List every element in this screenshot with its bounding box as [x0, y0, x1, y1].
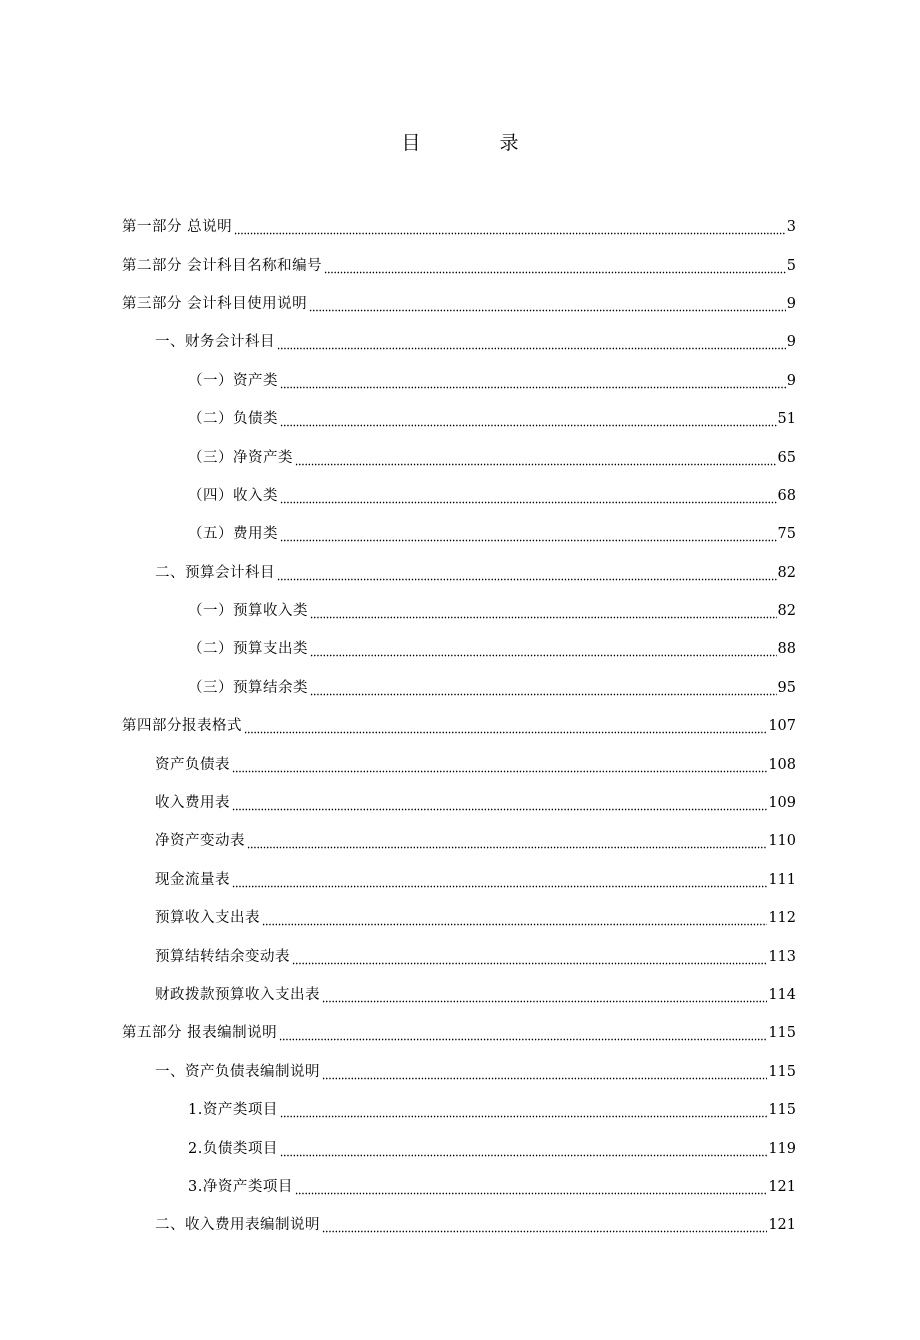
toc-entry[interactable] [155, 784, 796, 822]
toc-entry-label: 预算结转结余变动表 [155, 948, 290, 965]
toc-entry[interactable] [155, 1053, 796, 1091]
toc-entry[interactable] [155, 554, 796, 592]
toc-entry[interactable] [188, 1129, 796, 1167]
toc-entry-label: 净资产变动表 [155, 833, 245, 850]
dot-leader [279, 1023, 767, 1043]
toc-entry-label: （二）负债类 [188, 411, 278, 428]
toc-entry-page-number: 110 [768, 833, 796, 850]
toc-entry-label: 第三部分 会计科目使用说明 [122, 295, 308, 312]
dot-leader [310, 678, 777, 698]
toc-entry-page-number: 108 [768, 756, 796, 773]
dot-leader [322, 1062, 767, 1082]
toc-entry-page-number: 119 [768, 1140, 796, 1157]
dot-leader [280, 409, 777, 429]
toc-entry[interactable] [155, 323, 796, 361]
toc-entry-page-number: 95 [777, 679, 796, 696]
dot-leader [232, 870, 767, 890]
toc-entry-label: 二、预算会计科目 [155, 564, 275, 581]
toc-entry-page-number: 112 [768, 910, 796, 927]
toc-entry[interactable] [188, 669, 796, 707]
toc-entry[interactable] [155, 1206, 796, 1244]
toc-entry-page-number: 82 [777, 564, 796, 581]
toc-entry-label: 第二部分 会计科目名称和编号 [122, 257, 323, 274]
toc-entry-page-number: 113 [768, 948, 796, 965]
toc-entry-page-number: 65 [777, 449, 796, 466]
toc-entry-label: 资产负债表 [155, 756, 230, 773]
dot-leader [280, 486, 777, 506]
toc-entry[interactable] [122, 208, 796, 246]
dot-leader [280, 371, 786, 391]
toc-entry[interactable] [188, 362, 796, 400]
toc-entry-page-number: 114 [768, 987, 796, 1003]
dot-leader [244, 716, 767, 736]
toc-entry[interactable] [122, 707, 796, 745]
toc-entry-label: （三）净资产类 [188, 449, 293, 466]
dot-leader [277, 563, 777, 583]
toc-entry[interactable] [188, 477, 796, 515]
toc-entry-page-number: 109 [768, 795, 796, 812]
dot-leader [309, 294, 786, 314]
dot-leader [262, 908, 767, 928]
toc-entry-page-number: 9 [786, 334, 796, 351]
dot-leader [295, 1177, 767, 1197]
toc-list [0, 208, 920, 1245]
toc-entry-page-number: 82 [777, 603, 796, 620]
toc-entry[interactable] [188, 592, 796, 630]
toc-entry-label: 预算收入支出表 [155, 910, 260, 927]
toc-entry[interactable] [155, 822, 796, 860]
toc-entry-label: （一）预算收入类 [188, 603, 308, 620]
toc-entry-label: 1.资产类项目 [188, 1102, 278, 1119]
toc-entry[interactable] [188, 438, 796, 476]
toc-entry-page-number: 88 [777, 641, 796, 658]
toc-entry-label: 2.负债类项目 [188, 1140, 278, 1157]
toc-entry[interactable] [122, 246, 796, 284]
toc-entry[interactable] [188, 1168, 796, 1206]
toc-entry-page-number: 68 [777, 487, 796, 504]
toc-entry-page-number: 51 [777, 411, 796, 428]
toc-entry-label: 3.净资产类项目 [188, 1178, 293, 1195]
toc-entry-page-number: 115 [768, 1063, 796, 1080]
toc-entry-page-number: 3 [786, 219, 796, 236]
toc-entry-label: （一）资产类 [188, 372, 278, 389]
toc-entry-label: （五）费用类 [188, 526, 278, 543]
dot-leader [280, 1139, 767, 1159]
toc-entry[interactable] [155, 937, 796, 975]
toc-entry-label: 现金流量表 [155, 871, 230, 888]
toc-entry-label: 第四部分报表格式 [122, 718, 242, 735]
toc-entry-page-number: 121 [768, 1217, 796, 1234]
toc-entry[interactable] [155, 745, 796, 783]
toc-entry[interactable] [122, 1014, 796, 1052]
toc-entry-page-number: 115 [768, 1025, 796, 1042]
toc-entry-label: （二）预算支出类 [188, 641, 308, 658]
toc-entry-page-number: 111 [768, 871, 796, 888]
toc-entry-label: 财政拨款预算收入支出表 [155, 987, 320, 1003]
toc-entry[interactable] [188, 1091, 796, 1129]
toc-entry-label: （三）预算结余类 [188, 679, 308, 696]
toc-entry[interactable] [155, 976, 796, 1014]
toc-entry-label: 二、收入费用表编制说明 [155, 1217, 320, 1234]
toc-entry-page-number: 5 [786, 257, 796, 274]
dot-leader [295, 448, 777, 468]
toc-entry-page-number: 115 [768, 1102, 796, 1119]
dot-leader [234, 217, 786, 237]
dot-leader [280, 524, 777, 544]
dot-leader [310, 601, 777, 621]
dot-leader [322, 985, 767, 1005]
dot-leader [280, 1100, 767, 1120]
toc-entry-page-number: 9 [786, 295, 796, 312]
toc-entry-page-number: 75 [777, 526, 796, 543]
toc-entry[interactable] [188, 515, 796, 553]
toc-entry-label: 第五部分 报表编制说明 [122, 1025, 278, 1042]
dot-leader [324, 256, 786, 276]
toc-title: 目 录 [401, 132, 549, 154]
toc-entry-label: 第一部分 总说明 [122, 219, 233, 236]
toc-entry-page-number: 121 [768, 1178, 796, 1195]
toc-entry-page-number: 9 [786, 372, 796, 389]
toc-entry-label: （四）收入类 [188, 487, 278, 504]
toc-entry[interactable] [155, 899, 796, 937]
toc-entry-label: 收入费用表 [155, 795, 230, 812]
toc-entry[interactable] [122, 285, 796, 323]
toc-entry[interactable] [188, 400, 796, 438]
toc-entry-page-number: 107 [768, 718, 796, 735]
dot-leader [232, 793, 767, 813]
toc-entry[interactable] [188, 630, 796, 668]
dot-leader [277, 332, 786, 352]
dot-leader [292, 947, 767, 967]
dot-leader [322, 1215, 767, 1235]
dot-leader [232, 755, 767, 775]
toc-entry-label: 一、资产负债表编制说明 [155, 1063, 320, 1080]
dot-leader [310, 639, 777, 659]
toc-entry-label: 一、财务会计科目 [155, 334, 275, 351]
dot-leader [247, 831, 767, 851]
toc-entry[interactable] [155, 861, 796, 899]
